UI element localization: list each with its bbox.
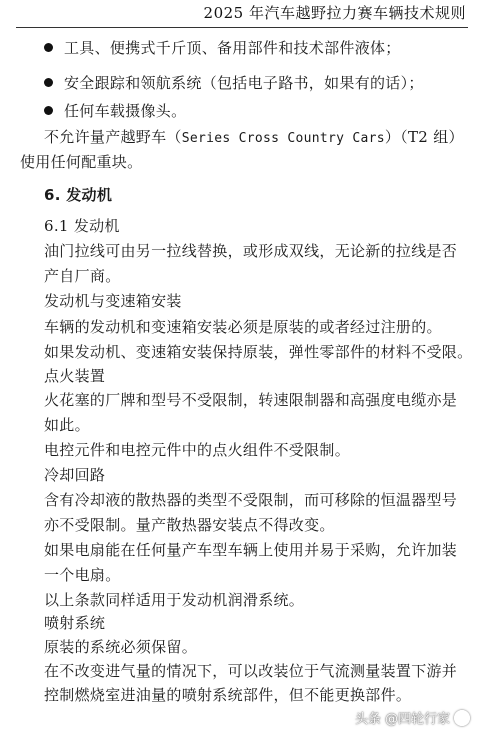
body-line: 如果发动机、变速箱安装保持原装，弹性零部件的材料不受限。 (44, 343, 473, 361)
page-header-title: 2025 年汽车越野拉力赛车辆技术规则 (203, 4, 466, 22)
bullet-item-camera: 任何车载摄像头。 (64, 102, 187, 120)
watermark-logo-icon (454, 710, 470, 726)
bullet-icon (44, 106, 53, 115)
series-suffix: ）（T2 组） (384, 128, 464, 146)
section-heading: 6. 发动机 (44, 186, 113, 204)
body-line: 发动机与变速箱安装 (44, 292, 182, 310)
header-divider (16, 27, 468, 28)
body-line: 冷却回路 (44, 466, 106, 484)
body-line: 电控元件和电控元件中的点火组件不受限制。 (44, 441, 351, 459)
subsection-heading: 6.1 发动机 (44, 217, 120, 235)
body-line: 喷射系统 (44, 614, 106, 632)
body-line: 如此。 (44, 416, 90, 434)
body-line: 产自厂商。 (44, 267, 121, 285)
body-line: 车辆的发动机和变速箱安装必须是原装的或者经过注册的。 (44, 318, 442, 336)
body-line: 点火装置 (44, 367, 106, 385)
body-line: 亦不受限制。量产散热器安装点不得改变。 (44, 516, 335, 534)
bullet-icon (44, 78, 53, 87)
body-line: 如果电扇能在任何量产车型车辆上使用并易于采购，允许加装 (44, 541, 458, 559)
paragraph-series-line-2: 使用任何配重块。 (20, 153, 143, 171)
body-line: 控制燃烧室进油量的喷射系统部件，但不能更换部件。 (44, 686, 412, 704)
body-line: 含有冷却液的散热器的类型不受限制，而可移除的恒温器型号 (44, 491, 458, 509)
body-line: 以上条款同样适用于发动机润滑系统。 (44, 591, 305, 609)
bullet-item-tools: 工具、便携式千斤顶、备用部件和技术部件液体； (64, 39, 401, 57)
body-line: 原装的系统必须保留。 (44, 638, 198, 656)
bullet-item-tracking: 安全跟踪和领航系统（包括电子路书，如果有的话）； (64, 74, 424, 92)
bullet-icon (44, 43, 53, 52)
body-line: 在不改变进气量的情况下，可以改装位于气流测量装置下游并 (44, 662, 458, 680)
series-term: Series Cross Country Cars (181, 131, 385, 146)
body-line: 一个电扇。 (44, 566, 121, 584)
paragraph-series-line-1 (44, 126, 464, 147)
body-line: 火花塞的厂牌和型号不受限制，转速限制器和高强度电缆亦是 (44, 391, 458, 409)
watermark-text: 头条 @四轮行家 (354, 712, 450, 727)
watermark (355, 708, 470, 727)
series-prefix: 不允许量产越野车（ (44, 128, 182, 146)
body-line: 油门拉线可由另一拉线替换，或形成双线，无论新的拉线是否 (44, 242, 458, 260)
